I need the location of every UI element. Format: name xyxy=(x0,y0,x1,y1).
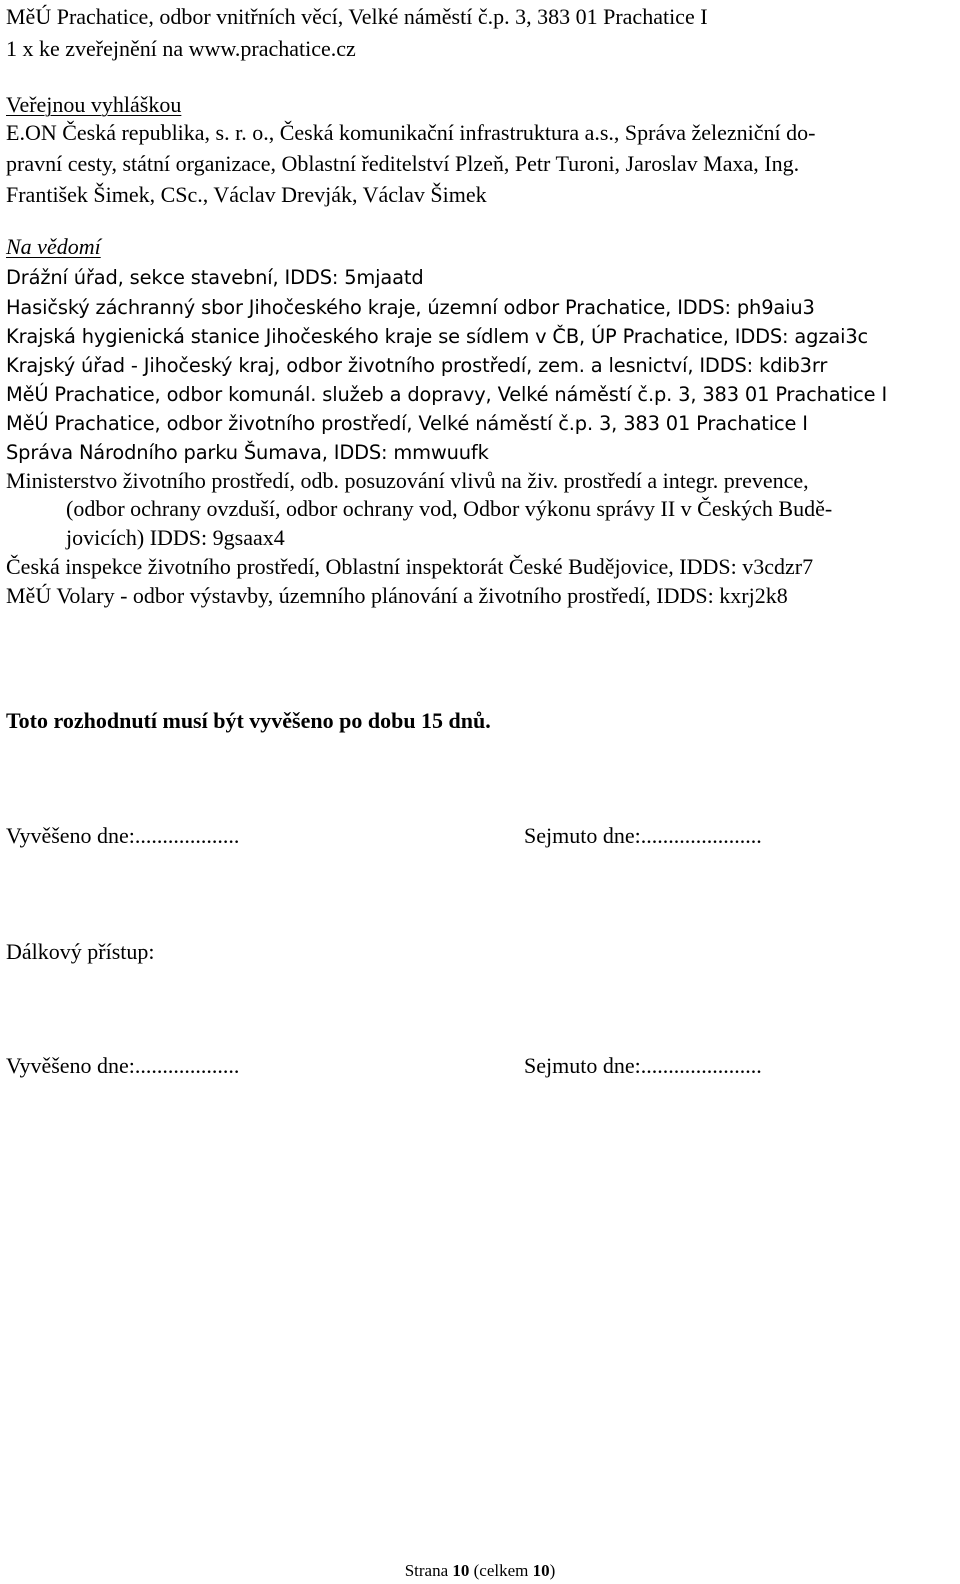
footer-page-total: 10 xyxy=(532,1561,550,1580)
recipient-line: Krajský úřad - Jihočeský kraj, odbor životního prostředí, zem. a lesnictví, IDDS: kdib3rr xyxy=(6,354,828,377)
recipient-line: Hasičský záchranný sbor Jihočeského kraje, územní odbor Prachatice, IDDS: ph9aiu3 xyxy=(6,296,815,319)
footer-middle: (celkem xyxy=(469,1561,533,1580)
footer-page-number: 10 xyxy=(452,1561,470,1580)
removed-date-field-remote: Sejmuto dne:...................... xyxy=(524,1053,762,1078)
footer-suffix: ) xyxy=(549,1561,556,1580)
verejnou-line: pravní cesty, státní organizace, Oblastní ředitelství Plzeň, Petr Turoni, Jaroslav Maxa, Ing. xyxy=(6,151,800,176)
posted-date-field-remote: Vyvěšeno dne:................... xyxy=(6,1053,240,1078)
na-vedomi-heading: Na vědomí xyxy=(6,234,101,259)
verejnou-line: František Šimek, CSc., Václav Drevják, Václav Šimek xyxy=(6,182,487,207)
recipient-line: Ministerstvo životního prostředí, odb. posuzování vlivů na živ. prostředí a integr. prevence, xyxy=(6,468,809,493)
posted-date-field: Vyvěšeno dne:................... xyxy=(6,823,240,848)
recipient-line: Česká inspekce životního prostředí, Oblastní inspektorát České Budějovice, IDDS: v3cdzr7 xyxy=(6,554,814,579)
recipient-line: Správa Národního parku Šumava, IDDS: mmwuufk xyxy=(6,441,489,464)
recipient-line: MěÚ Prachatice, odbor životního prostředí, Velké náměstí č.p. 3, 383 01 Prachatice I xyxy=(6,412,808,435)
footer-prefix: Strana xyxy=(404,1561,453,1580)
recipient-line: Krajská hygienická stanice Jihočeského kraje se sídlem v ČB, ÚP Prachatice, IDDS: agzai3c xyxy=(6,325,869,348)
verejnou-heading: Veřejnou vyhláškou xyxy=(6,92,182,117)
header-line-publication: 1 x ke zveřejnění na www.prachatice.cz xyxy=(6,36,356,61)
recipient-continuation: (odbor ochrany ovzduší, odbor ochrany vod, Odbor výkonu správy II v Českých Budě- xyxy=(66,496,833,521)
recipient-line: MěÚ Prachatice, odbor komunál. služeb a dopravy, Velké náměstí č.p. 3, 383 01 Prachatice I xyxy=(6,383,888,406)
remote-access-label: Dálkový přístup: xyxy=(6,939,155,964)
recipient-line: MěÚ Volary - odbor výstavby, územního plánování a životního prostředí, IDDS: kxrj2k8 xyxy=(6,583,788,608)
verejnou-line: E.ON Česká republika, s. r. o., Česká komunikační infrastruktura a.s., Správa železniční do- xyxy=(6,120,816,145)
posting-notice: Toto rozhodnutí musí být vyvěšeno po dobu 15 dnů. xyxy=(6,708,491,733)
recipient-continuation: jovicích) IDDS: 9gsaax4 xyxy=(66,525,285,550)
header-line-office: MěÚ Prachatice, odbor vnitřních věcí, Velké náměstí č.p. 3, 383 01 Prachatice I xyxy=(6,4,708,29)
page-footer xyxy=(0,1562,960,1579)
recipient-line: Drážní úřad, sekce stavební, IDDS: 5mjaatd xyxy=(6,266,424,289)
removed-date-field: Sejmuto dne:...................... xyxy=(524,823,762,848)
